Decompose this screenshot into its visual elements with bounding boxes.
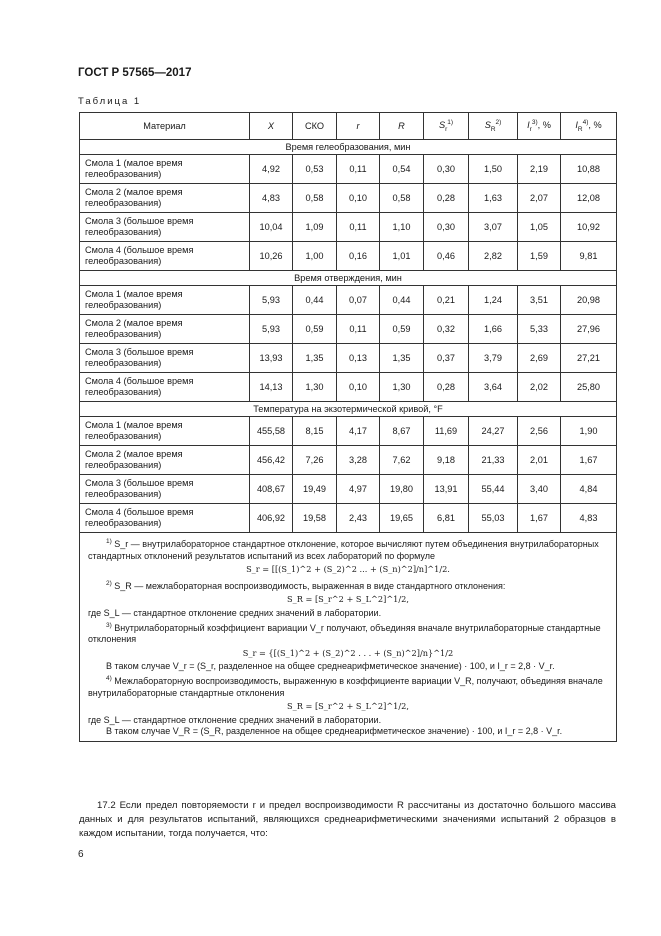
cell-sr: 0,28 <box>424 373 469 402</box>
cell-iR: 1,67 <box>561 446 617 475</box>
col-material: Материал <box>80 113 250 140</box>
cell-R: 0,54 <box>380 155 424 184</box>
cell-x: 5,93 <box>250 286 293 315</box>
table-notes <box>80 533 617 742</box>
section-header-row <box>80 140 617 155</box>
cell-sR: 1,63 <box>469 184 518 213</box>
cell-r: 0,11 <box>337 213 380 242</box>
cell-sko: 1,09 <box>293 213 337 242</box>
cell-r: 0,11 <box>337 155 380 184</box>
cell-ir: 1,67 <box>518 504 561 533</box>
cell-r: 2,43 <box>337 504 380 533</box>
note-4: $^{4)}$ Межлабораторную воспроизводимость, выраженную в коэффициенте вариации V_R, получают, объединяя вначале внутрилабораторные стандартные отклонения <box>88 674 603 698</box>
cell-iR: 1,90 <box>561 417 617 446</box>
cell-iR: 27,96 <box>561 315 617 344</box>
table-row <box>80 155 617 184</box>
cell-r: 0,16 <box>337 242 380 271</box>
cell-sko: 1,30 <box>293 373 337 402</box>
cell-x: 5,93 <box>250 315 293 344</box>
cell-sr: 0,30 <box>424 213 469 242</box>
cell-iR: 10,88 <box>561 155 617 184</box>
cell-ir: 2,07 <box>518 184 561 213</box>
col-sko: СКО <box>293 113 337 140</box>
col-ir: $I_r^{3)}$, % <box>518 113 561 140</box>
cell-R: 19,80 <box>380 475 424 504</box>
cell-sko: 19,58 <box>293 504 337 533</box>
cell-sr: 11,69 <box>424 417 469 446</box>
cell-r: 0,07 <box>337 286 380 315</box>
cell-sR: 2,82 <box>469 242 518 271</box>
cell-sR: 55,44 <box>469 475 518 504</box>
cell-ir: 2,69 <box>518 344 561 373</box>
cell-sr: 0,21 <box>424 286 469 315</box>
results-table <box>79 112 617 742</box>
cell-sr: 0,28 <box>424 184 469 213</box>
cell-x: 455,58 <box>250 417 293 446</box>
cell-r: 0,10 <box>337 184 380 213</box>
cell-sko: 8,15 <box>293 417 337 446</box>
cell-material: Смола 4 (большое время гелеобразования) <box>80 504 250 533</box>
cell-material: Смола 2 (малое время гелеобразования) <box>80 315 250 344</box>
cell-sR: 3,64 <box>469 373 518 402</box>
cell-x: 408,67 <box>250 475 293 504</box>
cell-material: Смола 2 (малое время гелеобразования) <box>80 184 250 213</box>
section-header-row <box>80 271 617 286</box>
cell-ir: 2,01 <box>518 446 561 475</box>
cell-ir: 3,40 <box>518 475 561 504</box>
cell-sko: 1,35 <box>293 344 337 373</box>
col-sr: $S_r^{1)}$ <box>424 113 469 140</box>
cell-R: 8,67 <box>380 417 424 446</box>
table-row <box>80 184 617 213</box>
cell-material: Смола 3 (большое время гелеобразования) <box>80 475 250 504</box>
cell-material: Смола 1 (малое время гелеобразования) <box>80 155 250 184</box>
cell-material: Смола 4 (большое время гелеобразования) <box>80 242 250 271</box>
note-3: $^{3)}$ Внутрилабораторный коэффициент вариации V_r получают, объединяя вначале внутрилабораторные стандартные отклонения <box>88 621 601 645</box>
cell-x: 4,83 <box>250 184 293 213</box>
cell-sR: 1,66 <box>469 315 518 344</box>
cell-iR: 4,83 <box>561 504 617 533</box>
cell-R: 1,10 <box>380 213 424 242</box>
cell-ir: 3,51 <box>518 286 561 315</box>
table-header-row <box>80 113 617 140</box>
document-code: ГОСТ Р 57565—2017 <box>78 67 192 79</box>
cell-material: Смола 2 (малое время гелеобразования) <box>80 446 250 475</box>
col-x: X <box>250 113 293 140</box>
cell-x: 456,42 <box>250 446 293 475</box>
cell-r: 3,28 <box>337 446 380 475</box>
cell-sR: 1,50 <box>469 155 518 184</box>
cell-sko: 0,44 <box>293 286 337 315</box>
cell-R: 19,65 <box>380 504 424 533</box>
cell-sko: 0,59 <box>293 315 337 344</box>
cell-sr: 9,18 <box>424 446 469 475</box>
cell-sR: 21,33 <box>469 446 518 475</box>
cell-material: Смола 3 (большое время гелеобразования) <box>80 344 250 373</box>
cell-sr: 0,32 <box>424 315 469 344</box>
col-R: R <box>380 113 424 140</box>
table-row <box>80 242 617 271</box>
cell-sko: 0,58 <box>293 184 337 213</box>
cell-iR: 27,21 <box>561 344 617 373</box>
cell-r: 0,11 <box>337 315 380 344</box>
cell-R: 0,59 <box>380 315 424 344</box>
cell-x: 4,92 <box>250 155 293 184</box>
cell-iR: 20,98 <box>561 286 617 315</box>
table-row <box>80 373 617 402</box>
table-row <box>80 475 617 504</box>
cell-material: Смола 3 (большое время гелеобразования) <box>80 213 250 242</box>
cell-sR: 1,24 <box>469 286 518 315</box>
cell-x: 10,26 <box>250 242 293 271</box>
cell-sko: 7,26 <box>293 446 337 475</box>
col-sR: $S_R^{2)}$ <box>469 113 518 140</box>
cell-material: Смола 4 (большое время гелеобразования) <box>80 373 250 402</box>
table-row <box>80 504 617 533</box>
cell-sr: 13,91 <box>424 475 469 504</box>
cell-r: 0,13 <box>337 344 380 373</box>
cell-iR: 4,84 <box>561 475 617 504</box>
table-caption: Таблица 1 <box>78 96 142 107</box>
cell-R: 0,44 <box>380 286 424 315</box>
cell-sko: 0,53 <box>293 155 337 184</box>
formula-1: S_r = [[(S_1)^2 + (S_2)^2 ... + (S_n)^2]/n]^1/2. <box>246 564 450 575</box>
cell-R: 0,58 <box>380 184 424 213</box>
cell-sko: 19,49 <box>293 475 337 504</box>
cell-iR: 10,92 <box>561 213 617 242</box>
cell-sR: 3,07 <box>469 213 518 242</box>
note-1: $^{1)}$ S_r — внутрилабораторное стандартное отклонение, которое вычисляют путем объединения внутрилабораторных стандартных отклонений результатов испытаний из всех лабораторий по формуле <box>88 538 599 561</box>
cell-sr: 6,81 <box>424 504 469 533</box>
table-row <box>80 213 617 242</box>
cell-x: 14,13 <box>250 373 293 402</box>
section-title: Время гелеобразования, мин <box>80 140 617 155</box>
cell-iR: 25,80 <box>561 373 617 402</box>
paragraph-17-2: 17.2 Если предел повторяемости r и предел воспроизводимости R рассчитаны из достаточно большого массива данных и для результатов испытаний, являющихся среднеарифметическими значениями испытаний 2 образцов в каждом испытании, тогда получается, что: <box>79 800 616 839</box>
note-2-where: где S_L — стандартное отклонение средних значений в лаборатории. <box>88 607 382 618</box>
cell-r: 4,97 <box>337 475 380 504</box>
cell-R: 7,62 <box>380 446 424 475</box>
cell-ir: 2,02 <box>518 373 561 402</box>
section-title: Температура на экзотермической кривой, °F <box>80 402 617 417</box>
cell-x: 406,92 <box>250 504 293 533</box>
notes-row <box>80 533 617 742</box>
cell-sR: 24,27 <box>469 417 518 446</box>
cell-x: 13,93 <box>250 344 293 373</box>
cell-ir: 1,59 <box>518 242 561 271</box>
cell-sko: 1,00 <box>293 242 337 271</box>
cell-x: 10,04 <box>250 213 293 242</box>
cell-ir: 1,05 <box>518 213 561 242</box>
cell-sr: 0,37 <box>424 344 469 373</box>
table-row <box>80 315 617 344</box>
note-2: $^{2)}$ S_R — межлабораторная воспроизводимость, выраженная в виде стандартного отклонения: <box>106 579 506 591</box>
section-header-row <box>80 402 617 417</box>
table-row <box>80 286 617 315</box>
cell-r: 4,17 <box>337 417 380 446</box>
cell-R: 1,01 <box>380 242 424 271</box>
table-row <box>80 344 617 373</box>
cell-iR: 9,81 <box>561 242 617 271</box>
cell-ir: 2,56 <box>518 417 561 446</box>
col-r: r <box>337 113 380 140</box>
formula-4: S_R = [S_r^2 + S_L^2]^1/2, <box>287 701 409 712</box>
cell-iR: 12,08 <box>561 184 617 213</box>
cell-R: 1,30 <box>380 373 424 402</box>
note-4-case: В таком случае V_R = (S_R, разделенное на общее среднеарифметическое значение) · 100, и I_r = 2,8 · V_r. <box>106 726 563 737</box>
formula-2: S_R = [S_r^2 + S_L^2]^1/2, <box>287 594 409 605</box>
cell-r: 0,10 <box>337 373 380 402</box>
cell-sr: 0,46 <box>424 242 469 271</box>
cell-ir: 2,19 <box>518 155 561 184</box>
formula-3: S_r = {[(S_1)^2 + (S_2)^2 . . . + (S_n)^2]/n}^1/2 <box>242 647 454 658</box>
cell-R: 1,35 <box>380 344 424 373</box>
table-row <box>80 417 617 446</box>
section-title: Время отверждения, мин <box>80 271 617 286</box>
cell-material: Смола 1 (малое время гелеобразования) <box>80 417 250 446</box>
col-iR: $I_R^{4)}$, % <box>561 113 617 140</box>
table-row <box>80 446 617 475</box>
note-4-where: где S_L — стандартное отклонение средних значений в лаборатории. <box>88 714 382 725</box>
cell-material: Смола 1 (малое время гелеобразования) <box>80 286 250 315</box>
cell-sR: 3,79 <box>469 344 518 373</box>
page-number: 6 <box>78 849 84 860</box>
cell-ir: 5,33 <box>518 315 561 344</box>
cell-sR: 55,03 <box>469 504 518 533</box>
cell-sr: 0,30 <box>424 155 469 184</box>
note-3-case: В таком случае V_r = (S_r, разделенное на общее среднеарифметическое значение) · 100, и I_r = 2,8 · V_r. <box>106 661 555 672</box>
